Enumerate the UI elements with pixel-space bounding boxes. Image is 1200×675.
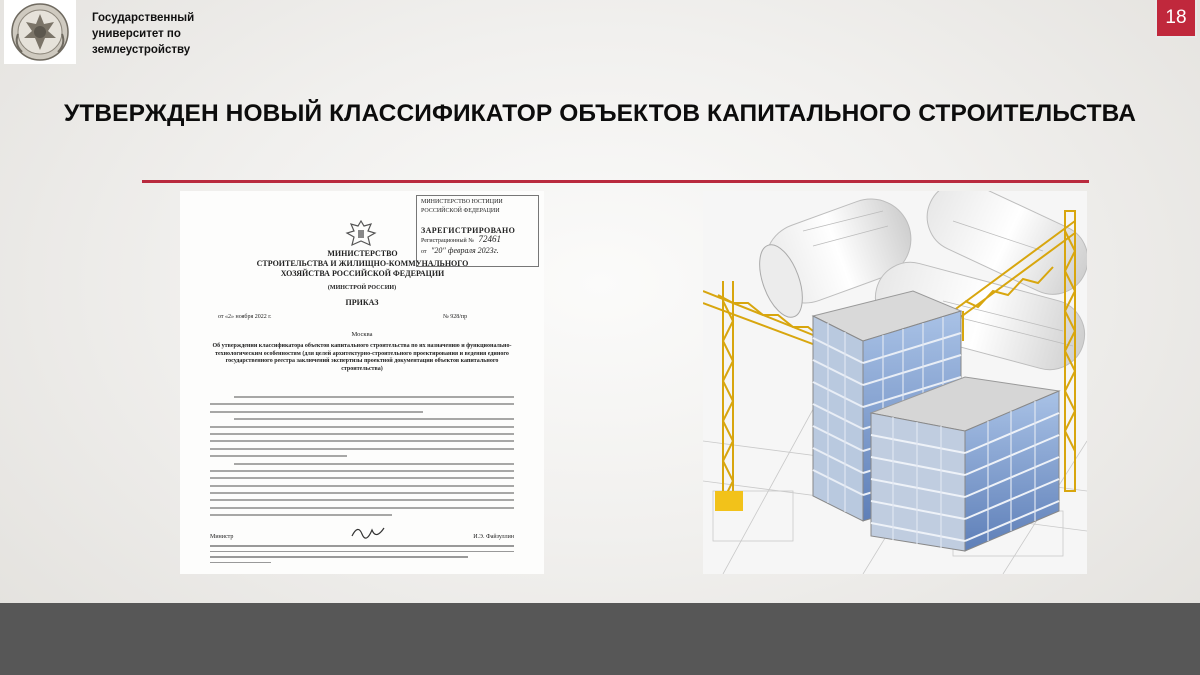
footer-bar: [0, 603, 1200, 675]
university-name-line: Государственный: [92, 12, 195, 24]
signature-icon: [350, 522, 390, 542]
buildings-and-cranes-icon: [703, 191, 1087, 574]
order-date: от «2» ноября 2022 г.: [218, 314, 272, 320]
order-city: Москва: [351, 331, 373, 338]
university-name: [92, 10, 232, 58]
university-logo: [4, 0, 76, 64]
signer-name: И.Э. Файзуллин: [473, 534, 514, 540]
stamp-header: МИНИСТЕРСТВО ЮСТИЦИИ РОССИЙСКОЙ ФЕДЕРАЦИИ: [421, 199, 503, 214]
title-divider: [142, 180, 1089, 183]
stamp-reg-label: Регистрационный №: [421, 238, 474, 244]
order-footnote: [210, 545, 514, 567]
ministry-heading: [220, 249, 505, 279]
order-number: № 928/пр: [443, 314, 468, 320]
stamp-reg-number: 72461: [478, 234, 501, 244]
stamp-registered: ЗАРЕГИСТРИРОВАНО: [421, 226, 516, 235]
stamp-date: "20" февраля 2023г.: [431, 246, 499, 255]
order-document-image: [180, 191, 544, 574]
ministry-line: СТРОИТЕЛЬСТВА И ЖИЛИЩНО-КОММУНАЛЬНОГО: [256, 259, 469, 268]
order-body-text: [210, 396, 514, 522]
university-name-line: землеустройству: [92, 44, 191, 56]
signer-role: Министр: [210, 534, 234, 540]
stamp-reg-row: [421, 235, 534, 246]
stamp-date-prefix: от: [421, 249, 427, 255]
ministry-line: ХОЗЯЙСТВА РОССИЙСКОЙ ФЕДЕРАЦИИ: [280, 269, 445, 278]
construction-illustration: [703, 191, 1087, 574]
coat-of-arms-icon: [345, 219, 377, 249]
ministry-short-name: (МИНСТРОЙ РОССИИ): [327, 285, 397, 291]
order-word: ПРИКАЗ: [345, 298, 379, 307]
ministry-line: МИНИСТЕРСТВО: [327, 249, 398, 258]
slide-number: 18: [1155, 0, 1197, 38]
signature-row: [210, 534, 514, 540]
university-name-line: университет по: [92, 28, 181, 40]
order-date-row: [218, 314, 518, 320]
slide-title: УТВЕРЖДЕН НОВЫЙ КЛАССИФИКАТОР ОБЪЕКТОВ КАПИТАЛЬНОГО СТРОИТЕЛЬСТВА: [63, 100, 1136, 127]
order-subject: Об утверждении классификатора объектов капитального строительства по их назначению и функционально-технологическим особенностям (для целей архитектурно-строительного проектирования и ведения единого государственного реестра заключений экспертизы проектной документации объектов капитального строительства): [212, 343, 512, 372]
emblem-icon: [4, 0, 76, 64]
